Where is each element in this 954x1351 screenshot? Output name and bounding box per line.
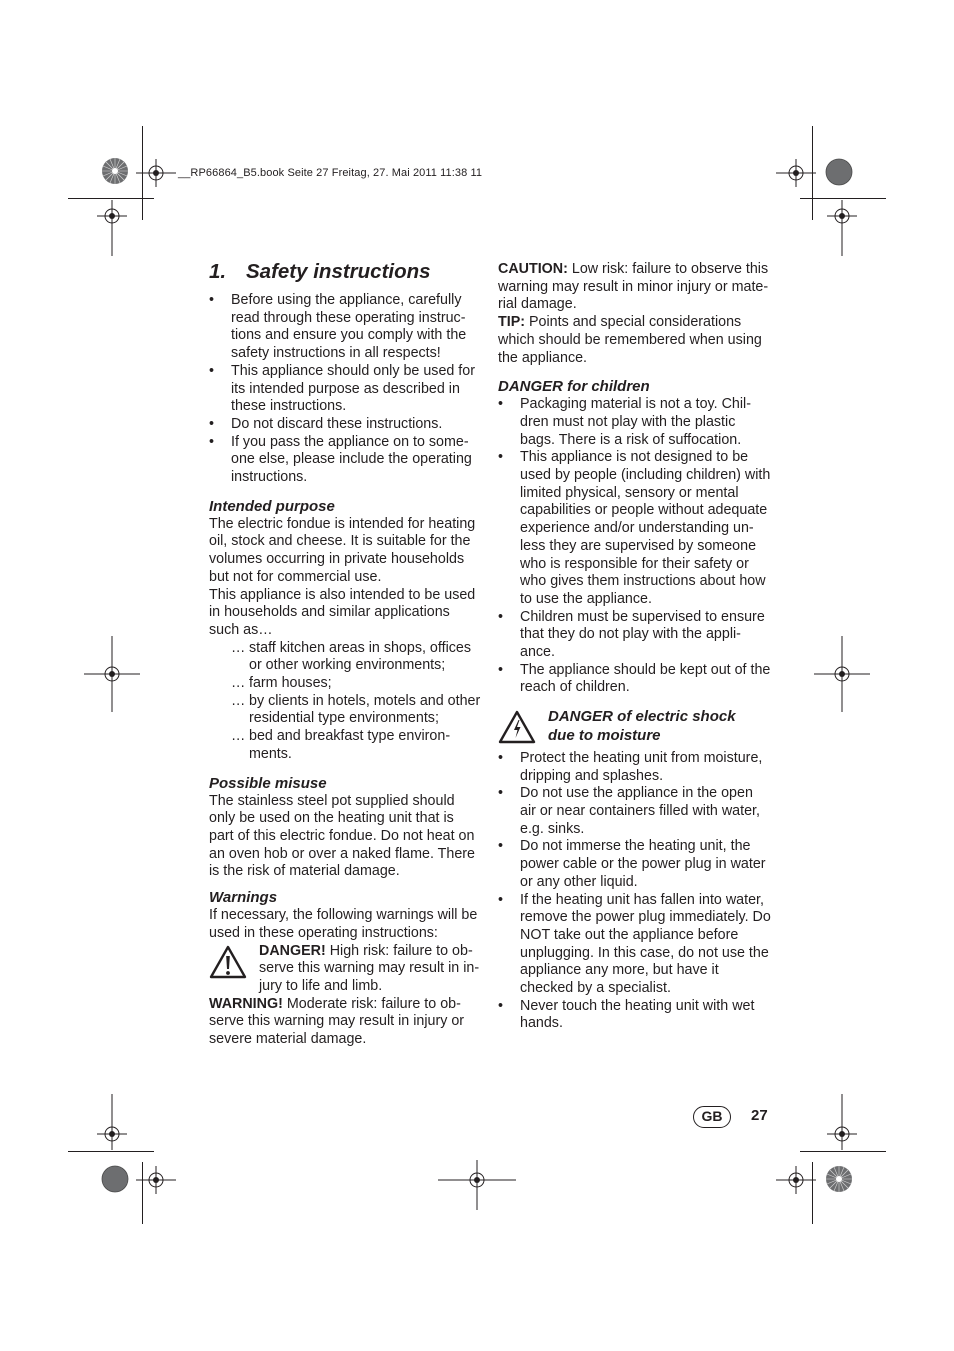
list-item: • Never touch the heating unit with wet hands.	[498, 998, 772, 1033]
crosshair-target-icon	[438, 1160, 516, 1210]
crosshair-target-icon	[97, 1094, 127, 1150]
section-number: 1.	[209, 260, 227, 283]
list-item: • Packaging material is not a toy. Chil-dren must not play with the plastic bags. There is a risk of suffocation.	[498, 396, 772, 449]
list-item: • Do not discard these instructions.	[209, 416, 481, 434]
danger-children-heading: DANGER for children	[498, 378, 650, 396]
list-item	[231, 693, 481, 728]
ellipsis-marker: …	[231, 728, 246, 745]
crosshair-target-icon	[84, 636, 140, 712]
intro-bullet-list	[209, 292, 481, 487]
electric-shock-heading-row	[498, 707, 772, 750]
warnings-intro: If necessary, the following warnings will be used in these operating instructions:	[209, 907, 478, 941]
list-item	[231, 728, 481, 763]
warning-text: Moderate risk: failure to ob-serve this warning may result in injury or severe material damage.	[209, 995, 465, 1048]
danger-shock-heading	[548, 707, 772, 745]
ellipsis-marker: …	[231, 639, 246, 656]
list-item: • This appliance is not designed to be used by people (including children) with limited physical, sensory or mental capabilities or people without adequate experience and/or understanding un-less they are supervised by someone who is responsible for their safety or who gives them instructions about how to use the appliance.	[498, 449, 772, 608]
tip-label: TIP:	[498, 314, 526, 331]
list-item	[231, 675, 481, 693]
list-item: • Protect the heating unit from moisture, dripping and splashes.	[498, 750, 772, 785]
tip-definition	[498, 314, 772, 367]
warning-triangle-icon	[209, 945, 247, 979]
crosshair-target-icon	[136, 1166, 176, 1194]
registration-rosette-icon	[101, 157, 129, 185]
electric-shock-warning-icon	[498, 710, 536, 744]
ellipsis-marker: …	[231, 692, 246, 709]
list-item-text: bed and breakfast type environ-ments.	[249, 728, 451, 762]
left-column	[209, 292, 481, 1049]
intended-purpose-heading: Intended purpose	[209, 497, 335, 515]
caution-definition	[498, 261, 772, 314]
children-bullet-list	[498, 396, 772, 697]
crosshair-target-icon	[776, 1166, 816, 1194]
page-number: 27	[751, 1107, 768, 1124]
heading-line: DANGER of electric shock	[548, 708, 736, 726]
possible-misuse-heading: Possible misuse	[209, 774, 327, 792]
possible-misuse-text: The stainless steel pot supplied should only be used on the heating unit that is part of this electric fondue. Do not heat on an oven hob or over a naked flame. There is the risk of material damage.	[209, 792, 475, 880]
crosshair-target-icon	[776, 159, 816, 187]
crosshair-target-icon	[827, 1094, 857, 1150]
list-item: • Do not use the appliance in the open air or near containers filled with water, e.g. sinks.	[498, 785, 772, 838]
list-item-text: farm houses;	[249, 675, 332, 692]
danger-definition	[209, 943, 481, 996]
heading-line: due to moisture	[548, 727, 661, 745]
caution-text: Low risk: failure to observe this warning may result in minor injury or mate-rial damage.	[498, 261, 769, 313]
language-badge: GB	[693, 1106, 731, 1128]
registration-disc-icon	[101, 1165, 129, 1193]
crosshair-target-icon	[136, 159, 176, 187]
crosshair-target-icon	[814, 636, 870, 712]
list-item-text: staff kitchen areas in shops, offices or other working environments;	[249, 639, 471, 674]
list-item: • The appliance should be kept out of the reach of children.	[498, 662, 772, 697]
danger-text: High risk: failure to ob-serve this warning may result in in-jury to life and limb.	[259, 942, 480, 994]
application-list	[209, 640, 481, 764]
list-item-text: by clients in hotels, motels and other residential type environments;	[249, 692, 481, 727]
crop-mark	[68, 198, 154, 199]
intended-purpose-text: The electric fondue is intended for heating oil, stock and cheese. It is suitable for the volumes occurring in private households but not for commercial use.	[209, 515, 476, 585]
list-item: • If the heating unit has fallen into water, remove the power plug immediately. Do NOT take out the appliance before unplugging. In this case, do not use the appliance any more, but have it checked by a specialist.	[498, 892, 772, 998]
list-item	[231, 640, 481, 675]
list-item: • Children must be supervised to ensure that they do not play with the appli-ance.	[498, 609, 772, 662]
ellipsis-marker: …	[231, 675, 246, 692]
book-file-line: __RP66864_B5.book Seite 27 Freitag, 27. Mai 2011 11:38 11	[178, 167, 483, 179]
section-title: Safety instructions	[246, 260, 431, 283]
crosshair-target-icon	[97, 200, 127, 256]
list-item: • This appliance should only be used for its intended purpose as described in these instructions.	[209, 363, 481, 416]
crosshair-target-icon	[827, 200, 857, 256]
intended-purpose-text: This appliance is also intended to be used in households and similar applications such as…	[209, 586, 476, 638]
shock-bullet-list	[498, 750, 772, 1033]
list-item: • Do not immerse the heating unit, the power cable or the power plug in water or any other liquid.	[498, 838, 772, 891]
crop-mark	[800, 198, 886, 199]
crop-mark	[68, 1151, 154, 1152]
danger-label: DANGER!	[259, 942, 326, 959]
crop-mark	[800, 1151, 886, 1152]
caution-label: CAUTION:	[498, 261, 568, 277]
tip-text: Points and special considerations which should be remembered when using the appliance.	[498, 314, 762, 366]
list-item: • If you pass the appliance on to some-one else, please include the operating instructions.	[209, 434, 481, 487]
page-title	[209, 260, 431, 284]
right-column	[498, 261, 772, 1033]
list-item: • Before using the appliance, carefully read through these operating instruc-tions and ensure you comply with the safety instructions in all respects!	[209, 292, 481, 363]
registration-rosette-icon	[825, 1165, 853, 1193]
registration-disc-icon	[825, 158, 853, 186]
warnings-heading: Warnings	[209, 889, 278, 907]
warning-label: WARNING!	[209, 995, 283, 1012]
warning-definition	[209, 996, 481, 1049]
